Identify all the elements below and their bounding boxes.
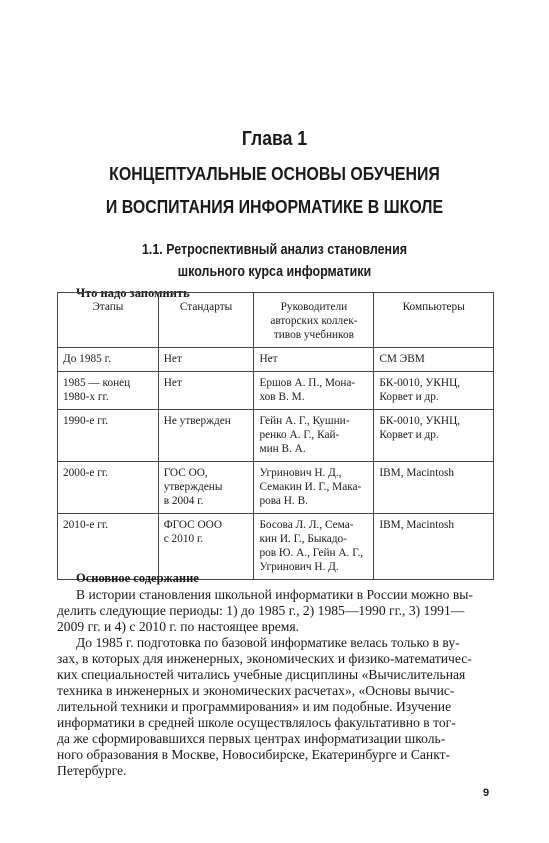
cell-computers: СМ ЭВМ xyxy=(374,348,494,372)
chapter-label: Глава 1 xyxy=(241,128,308,150)
cell-computers: IBM, Macintosh xyxy=(374,462,494,514)
page-number: 9 xyxy=(483,787,490,799)
paragraph-line: Петербурге. xyxy=(57,763,127,778)
paragraph-line: ких специальностей читались учебные дисциплины «Вычислительная xyxy=(57,667,466,682)
cell-standard: Не утвержден xyxy=(158,410,254,462)
cell-computers: IBM, Macintosh xyxy=(374,514,494,580)
cell-stage: 2010-е гг. xyxy=(58,514,159,580)
cell-stage: 2000-е гг. xyxy=(58,462,159,514)
table-row xyxy=(58,372,494,410)
table-row xyxy=(58,348,494,372)
section-title-line-1: 1.1. Ретроспективный анализ становления xyxy=(141,242,408,258)
header-authors: Руководители авторских коллек- тивов учебников xyxy=(254,293,374,348)
chapter-title-line-2: И ВОСПИТАНИЯ ИНФОРМАТИКЕ В ШКОЛЕ xyxy=(105,196,444,217)
cell-standard: Нет xyxy=(158,372,254,410)
table-row xyxy=(58,410,494,462)
paragraph-line: лительной техники и программирования» и им подобные. Изучение xyxy=(57,699,452,714)
paragraph-line: До 1985 г. подготовка по базовой информатике велась только в ву- xyxy=(76,635,460,650)
cell-computers: БК-0010, УКНЦ, Корвет и др. xyxy=(374,410,494,462)
cell-standard: Нет xyxy=(158,348,254,372)
chapter-title-line-1: КОНЦЕПТУАЛЬНЫЕ ОСНОВЫ ОБУЧЕНИЯ xyxy=(109,163,440,184)
paragraph-line: В истории становления школьной информатики в России можно вы- xyxy=(76,587,473,602)
paragraph-line: ного образования в Москве, Новосибирске, Екатеринбурге и Санкт- xyxy=(57,747,451,762)
paragraph-line: техника в инженерных и экономических расчетах», «Основы вычис- xyxy=(57,683,455,698)
paragraph-line: информатики в средней школе осуществлялось факультативно в тог- xyxy=(57,715,456,730)
cell-standard: ГОС ОО, утверждены в 2004 г. xyxy=(158,462,254,514)
paragraph-line: да же сформировавшихся первых центрах информатизации школь- xyxy=(57,731,446,746)
cell-authors: Угринович Н. Д., Семакин И. Г., Мака- рова Н. В. xyxy=(254,462,374,514)
cell-authors: Гейн А. Г., Кушни- ренко А. Г., Кай- мин В. А. xyxy=(254,410,374,462)
header-stages: Этапы xyxy=(58,293,159,348)
cell-computers: БК-0010, УКНЦ, Корвет и др. xyxy=(374,372,494,410)
table-row xyxy=(58,462,494,514)
header-standards: Стандарты xyxy=(158,293,254,348)
cell-authors: Босова Л. Л., Сема- кин И. Г., Быкадо- ров Ю. А., Гейн А. Г., Угринович Н. Д. xyxy=(254,514,374,580)
content-heading: Основное содержание xyxy=(76,571,199,585)
cell-stage: До 1985 г. xyxy=(58,348,159,372)
paragraph-line: зах, в которых для инженерных, экономических и физико-математичес- xyxy=(57,651,472,666)
cell-stage: 1990-е гг. xyxy=(58,410,159,462)
table-header-row xyxy=(58,293,494,348)
paragraph-line: делить следующие периоды: 1) до 1985 г., 2) 1985—1990 гг., 3) 1991— xyxy=(57,603,465,618)
cell-authors: Нет xyxy=(254,348,374,372)
header-computers: Компьютеры xyxy=(374,293,494,348)
section-title-line-2: школьного курса информатики xyxy=(177,264,372,280)
cell-stage: 1985 — конец 1980-х гг. xyxy=(58,372,159,410)
paragraph-before-1985 xyxy=(57,635,494,779)
paragraph-periods xyxy=(57,587,494,635)
table-row xyxy=(58,514,494,580)
paragraph-line: 2009 гг. и 4) с 2010 г. по настоящее время. xyxy=(57,619,300,634)
stages-table xyxy=(57,292,494,580)
cell-standard: ФГОС ООО с 2010 г. xyxy=(158,514,254,580)
remember-label: Что надо запомнить xyxy=(76,286,190,300)
cell-authors: Ершов А. П., Мона- хов В. М. xyxy=(254,372,374,410)
